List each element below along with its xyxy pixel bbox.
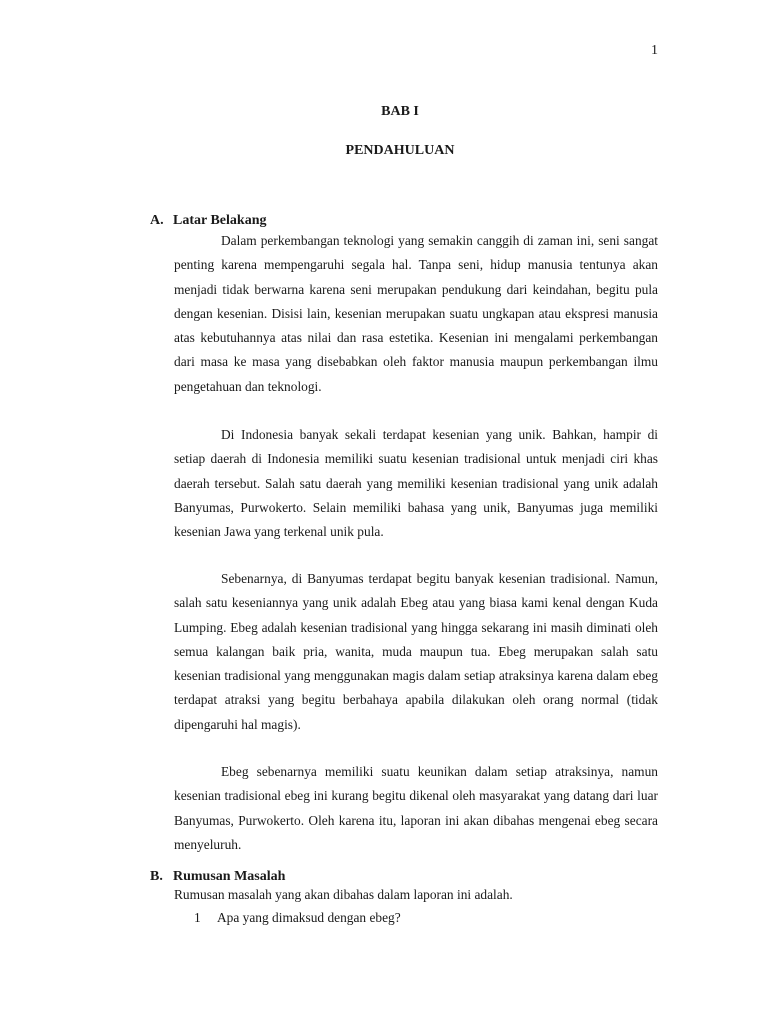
paragraph-1: Dalam perkembangan teknologi yang semakin canggih di zaman ini, seni sangat penting karena mempengaruhi segala hal. Tanpa seni, hidup manusia tentunya akan menjadi tidak berwarna karena seni merupakan pendukung dari keindahan, begitu pula dengan kesenian. Disisi lain, kesenian merupakan suatu ungkapan atau ekspresi manusia atas kebutuhannya atas nilai dan rasa estetika. Kesenian ini mengalami perkembangan dari masa ke masa yang disebabkan oleh faktor manusia maupun perkembangan ilmu pengetahuan dan teknologi. xyxy=(174,233,658,394)
chapter-subtitle: PENDAHULUAN xyxy=(345,143,455,158)
paragraph-3: Sebenarnya, di Banyumas terdapat begitu banyak kesenian tradisional. Namun, salah satu keseniannya yang unik adalah Ebeg atau yang biasa kami kenal dengan Kuda Lumping. Ebeg adalah kesenian tradisional yang hingga sekarang ini masih diminati oleh semua kalangan baik pria, wanita, muda maupun tua. Ebeg merupakan salah satu kesenian tradisional yang menggunakan magis dalam setiap atraksinya karena dalam ebeg terdapat atraksi yang begitu berbahaya apabila dilakukan oleh orang normal (tidak dipengaruhi hal magis). xyxy=(174,571,658,732)
paragraph-2: Di Indonesia banyak sekali terdapat kesenian yang unik. Bahkan, hampir di setiap daerah di Indonesia memiliki suatu kesenian tradisional untuk menjadi ciri khas daerah tersebut. Salah satu daerah yang memiliki kesenian tradisional yang unik adalah Banyumas, Purwokerto. Selain memiliki bahasa yang unik, Banyumas juga memiliki kesenian Jawa yang terkenal unik pula. xyxy=(174,427,658,540)
page-number: 1 xyxy=(651,43,658,58)
section-a-heading xyxy=(150,213,266,229)
section-b-letter: B. xyxy=(150,869,163,884)
section-a-title: Latar Belakang xyxy=(173,213,267,228)
chapter-title: BAB I xyxy=(381,104,419,119)
list-item-text: Apa yang dimaksud dengan ebeg? xyxy=(217,910,401,925)
section-b-intro: Rumusan masalah yang akan dibahas dalam laporan ini adalah. xyxy=(174,887,513,902)
paragraph-4: Ebeg sebenarnya memiliki suatu keunikan dalam setiap atraksinya, namun kesenian tradisional ebeg ini kurang begitu dikenal oleh masyarakat yang datang dari luar Banyumas, Purwokerto. Oleh karena itu, laporan ini akan dibahas mengenai ebeg secara menyeluruh. xyxy=(174,764,658,852)
section-b-title: Rumusan Masalah xyxy=(173,869,286,884)
list-item xyxy=(194,910,401,926)
list-item-number: 1 xyxy=(194,910,201,925)
section-b-heading xyxy=(150,869,285,885)
section-a-letter: A. xyxy=(150,213,164,228)
